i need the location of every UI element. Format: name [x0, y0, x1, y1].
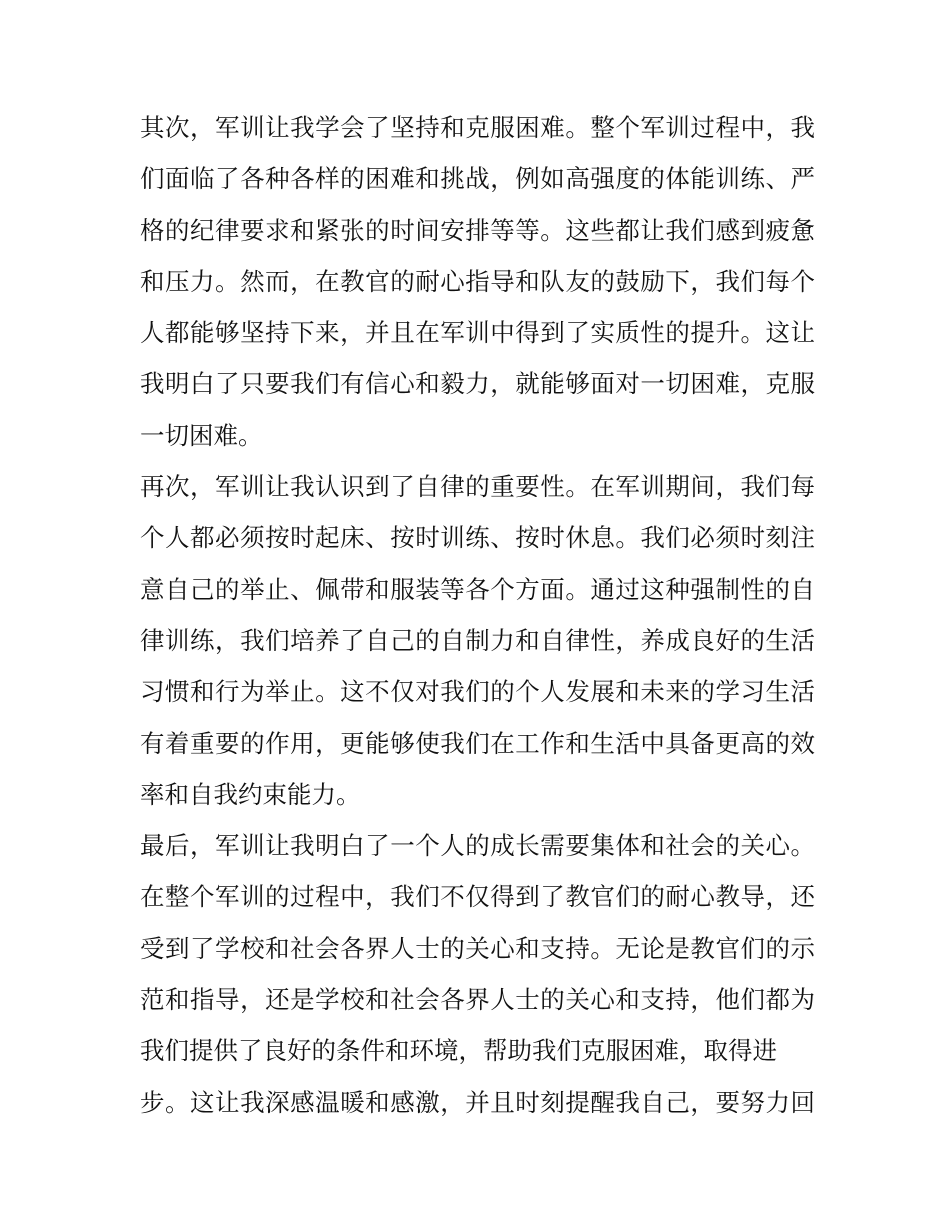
text-line-5: 人都能够坚持下来，并且在军训中得到了实质性的提升。这让	[140, 318, 815, 348]
text-line-16: 在整个军训的过程中，我们不仅得到了教官们的耐心教导，还	[140, 882, 815, 912]
text-line-6: 我明白了只要我们有信心和毅力，就能够面对一切困难，克服	[140, 369, 815, 399]
text-line-18: 范和指导，还是学校和社会各界人士的关心和支持，他们都为	[140, 985, 815, 1015]
text-line-14: 率和自我约束能力。	[140, 779, 361, 809]
text-line-3: 格的纪律要求和紧张的时间安排等等。这些都让我们感到疲惫	[140, 215, 815, 245]
text-line-8: 再次，军训让我认识到了自律的重要性。在军训期间，我们每	[140, 472, 815, 502]
text-line-4: 和压力。然而，在教官的耐心指导和队友的鼓励下，我们每个	[140, 266, 815, 296]
text-line-11: 律训练，我们培养了自己的自制力和自律性，养成良好的生活	[140, 625, 815, 655]
text-line-10: 意自己的举止、佩带和服装等各个方面。通过这种强制性的自	[140, 574, 815, 604]
text-line-19: 我们提供了良好的条件和环境，帮助我们克服困难，取得进	[140, 1036, 777, 1066]
text-line-20: 步。这让我深感温暖和感激，并且时刻提醒我自己，要努力回	[140, 1087, 815, 1117]
body-text	[140, 102, 815, 1128]
text-line-12: 习惯和行为举止。这不仅对我们的个人发展和未来的学习生活	[140, 677, 815, 707]
text-line-15: 最后，军训让我明白了一个人的成长需要集体和社会的关心。	[140, 831, 815, 861]
text-line-1: 其次，军训让我学会了坚持和克服困难。整个军训过程中，我	[140, 113, 815, 142]
text-line-17: 受到了学校和社会各界人士的关心和支持。无论是教官们的示	[140, 933, 815, 963]
text-line-7: 一切困难。	[140, 420, 263, 450]
text-line-9: 个人都必须按时起床、按时训练、按时休息。我们必须时刻注	[140, 523, 815, 553]
text-line-13: 有着重要的作用，更能够使我们在工作和生活中具备更高的效	[140, 728, 815, 758]
text-line-2: 们面临了各种各样的困难和挑战，例如高强度的体能训练、严	[140, 164, 815, 194]
